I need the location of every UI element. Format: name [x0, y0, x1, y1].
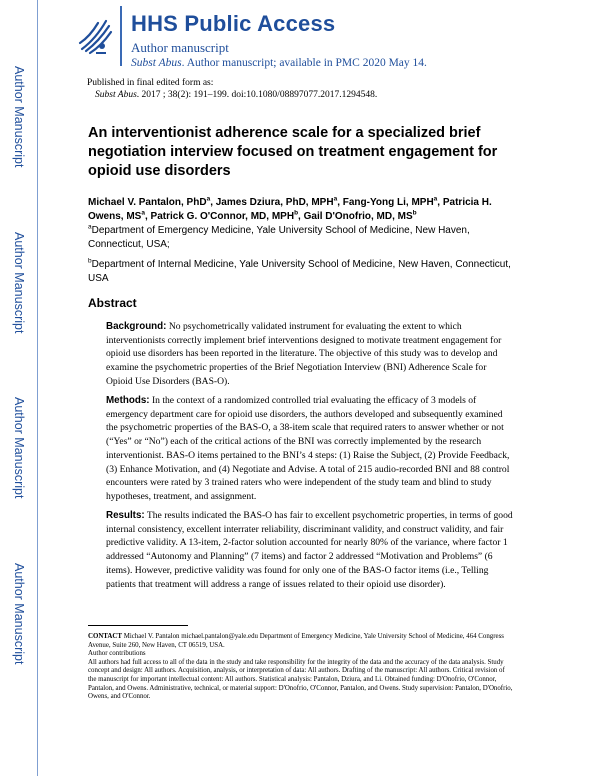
article-title: An interventionist adherence scale for a specialized brief negotiation interview focused on treatment engagement for opioid use disorders [88, 125, 498, 179]
abstract-methods [106, 394, 514, 504]
contact-label: CONTACT [88, 633, 122, 640]
citation [95, 90, 377, 100]
contact-note [88, 633, 513, 650]
author-name: Patricia H. Owens, MS [88, 197, 492, 222]
background-text: No psychometrically validated instrument for evaluating the extent to which interventionists correctly implement brief interventions designed to motivate treatment engagement for opioid use disorders has been reported in the literature. The objective of this study was to develop and examine the psychometric properties of the Brief Negotiation Interview (BNI) Adherence Scale for Opioid Use Disorders (BAS-O). [106, 321, 502, 387]
author-list: Michael V. Pantalon, PhD$^a$, James Dziura, PhD, MPH$^a$, Fang-Yong Li, MPH$^a$, Patricia H. Owens, $MS^a$, Patrick G. O'Connor, MD, MPH$^b$, Gail D'Onofrio, MD, $MS^b$ [88, 195, 492, 222]
header-subtitle: Author manuscript [131, 40, 229, 55]
affiliation-mark: b [88, 257, 92, 265]
author-name: Patrick G. O'Connor, MD, MPH [150, 211, 295, 222]
footnotes [88, 633, 513, 702]
author-name: James Dziura, PhD, MPH [215, 197, 334, 208]
affiliation-text: Department of Internal Medicine, Yale University School of Medicine, New Haven, Connecticut, USA [88, 259, 511, 284]
methods-text: In the context of a randomized controlled trial evaluating the efficacy of 3 models of emergency department care for opioid use disorders, the authors developed and subsequently examined the psychometric properties of the BAS-O, a 38-item scale that required raters to answer whether or not (“Yes” or “No”) each of the critical actions of the BNI was correctly implemented by the research interventionist. BAS-O items pertained to the BNI’s 4 steps: (1) Raise the Subject, (2) Provide Feedback, (3) Enhance Motivation, and (4) Negotiate and Advise. A total of 215 audio-recorded BNI and 88 control encounters were rated by 3 trained raters who were independent of the study team and blind to study hypotheses, treatment, and assignment. [106, 395, 510, 502]
background-label: Background: [106, 321, 167, 332]
abstract-heading: Abstract [88, 296, 137, 310]
author-affiliation-mark: a [433, 195, 438, 203]
author-affiliation-mark: b [294, 209, 299, 217]
results-label: Results: [106, 510, 145, 521]
footnote-rule [88, 625, 188, 626]
author-name: Michael V. Pantalon, PhD [88, 197, 207, 208]
author-name: Gail D'Onofrio, MD, MS [303, 211, 413, 222]
author-affiliation-mark: a [333, 195, 338, 203]
abstract-background [106, 320, 514, 389]
affiliation-a [88, 224, 518, 252]
author-affiliation-mark: a [141, 209, 145, 217]
methods-label: Methods: [106, 395, 150, 406]
author-affiliation-mark: a [206, 195, 211, 203]
affiliation-b [88, 258, 518, 286]
citation-rest: . 2017 ; 38(2): 191–199. doi:10.1080/08897077.2017.1294548. [136, 90, 378, 100]
sidebar-label-3: Author Manuscript [12, 397, 26, 499]
sidebar-label-4: Author Manuscript [12, 563, 26, 665]
contributions-text: All authors had full access to all of the data in the study and take responsibility for the integrity of the data and the accuracy of the data analysis. Study concept and design: All authors. Acquisition, analysis, or interpretation of data: All authors. Drafting of the manuscript: All authors. Critical revision of the manuscript for important intellectual content: All authors. Statistical analysis: Pantalon, Dziura, and Li. Obtained funding: D'Onofrio, O'Connor, Pantalon, and Owens. Administrative, technical, or material support: D'Onofrio, O'Connor, Pantalon, and Owens. Study supervision: Pantalon, D'Onofrio, Owens, and O'Connor. [88, 658, 513, 701]
published-in-label: Published in final edited form as: [87, 78, 214, 88]
citation-journal: Subst Abus [95, 90, 137, 100]
sidebar-label-2: Author Manuscript [12, 232, 26, 334]
author-name: Fang-Yong Li, MPH [342, 197, 434, 208]
author-affiliation-mark: b [412, 209, 417, 217]
header-availability [131, 57, 427, 69]
hhs-eagle-logo-icon [76, 13, 114, 57]
contributions-heading: Author contributions [88, 650, 146, 658]
abstract-results [106, 509, 514, 591]
affiliation-text: Department of Emergency Medicine, Yale University School of Medicine, New Haven, Connecticut, USA; [88, 225, 470, 250]
results-text: The results indicated the BAS-O has fair to excellent psychometric properties, in terms of good internal consistency, excellent interrater reliability, discriminant validity, and construct validity, and fair predictive validity. A 13-item, 2-factor solution accounted for nearly 80% of the variance, where factor 1 addressed “Autonomy and Planning” (7 items) and factor 2 addressed “Motivation and Problems” (6 items). However, predictive validity was found for only one of the BAS-O factor items (i.e., Telling patients that treatment will address a range of issues related to their opioid use disorder). [106, 510, 513, 590]
availability-journal: Subst Abus [131, 57, 182, 69]
header-divider [120, 6, 122, 66]
sidebar-label-1: Author Manuscript [12, 66, 26, 168]
header-title: HHS Public Access [131, 11, 336, 36]
contact-text: Michael V. Pantalon michael.pantalon@yale.edu Department of Emergency Medicine, Yale University School of Medicine, 464 Congress Avenue, Suite 260, New Haven, CT 06519, USA. [88, 633, 504, 649]
affiliation-mark: a [88, 223, 92, 231]
sidebar-rule [37, 0, 38, 776]
availability-rest: . Author manuscript; available in PMC 2020 May 14. [181, 57, 427, 69]
